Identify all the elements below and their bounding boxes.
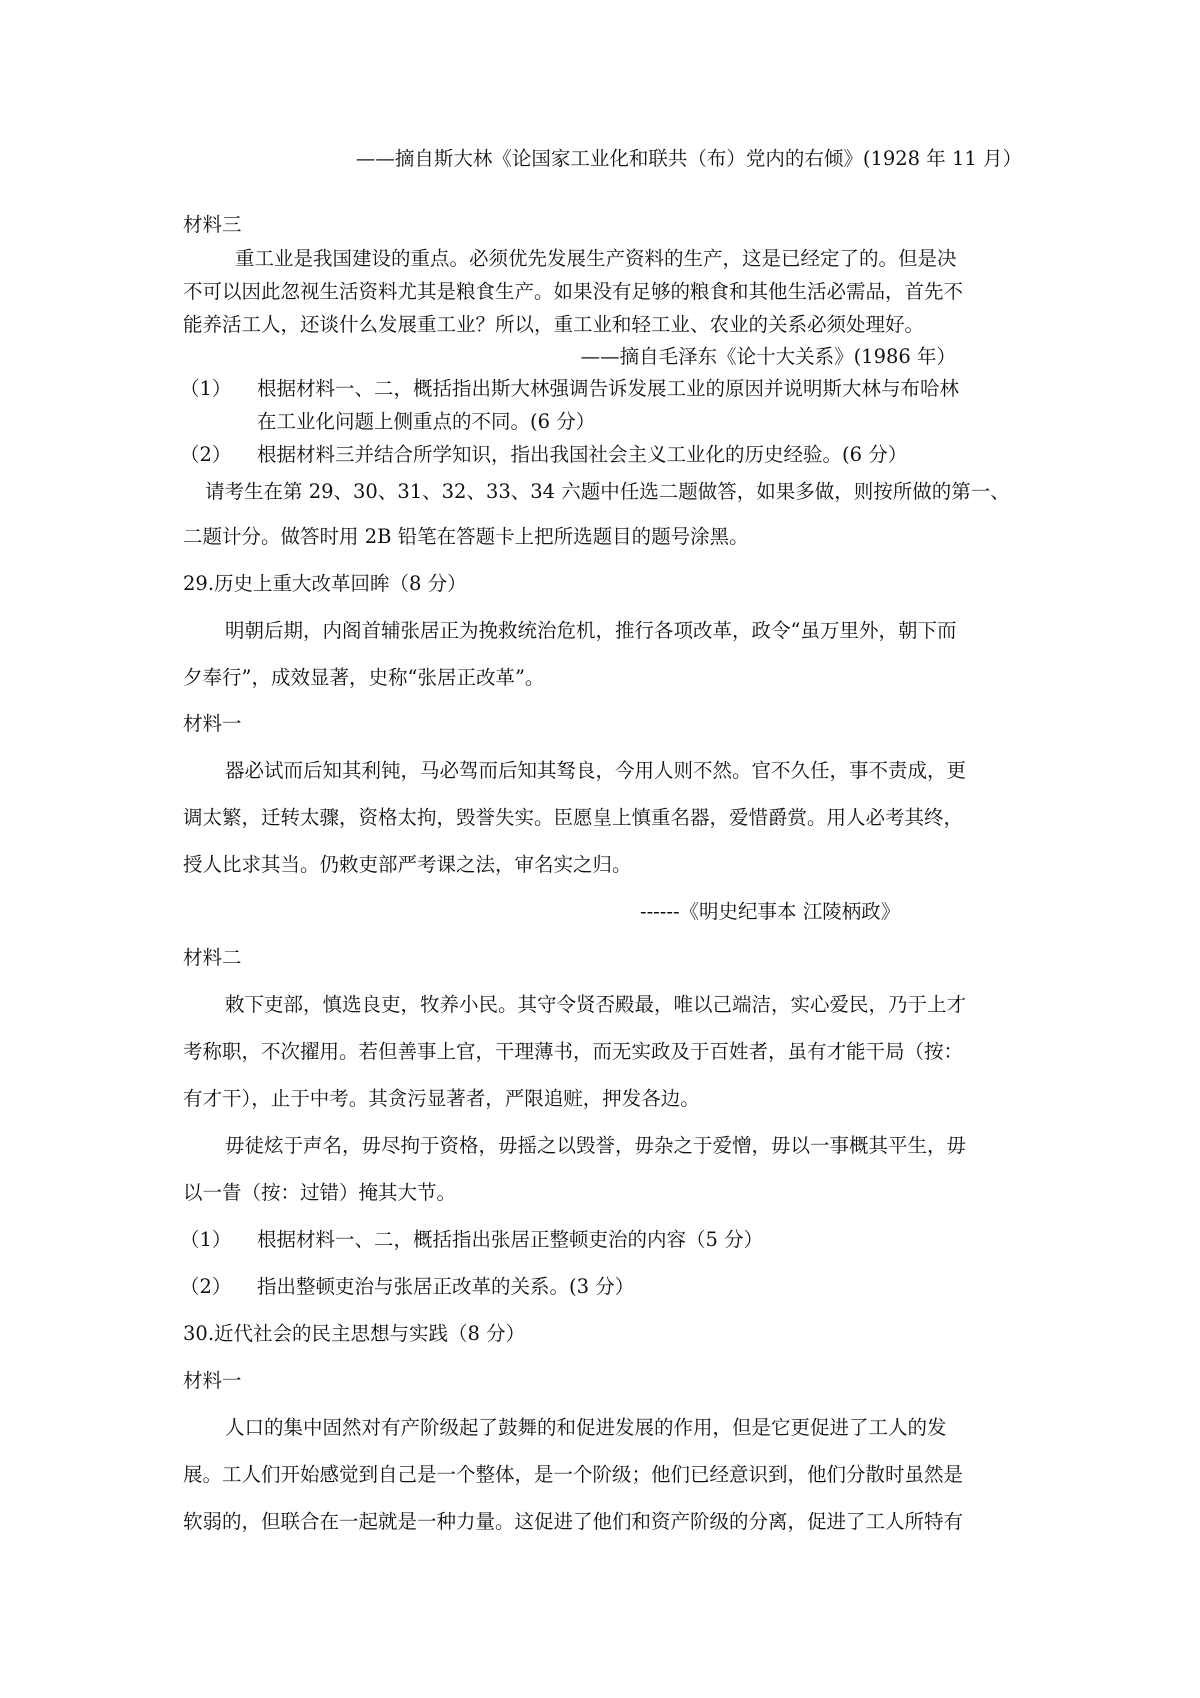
question-29-heading: 29.历史上重大改革回眸（8 分） (183, 572, 467, 595)
material-1-paragraph-line: 授人比求其当。仍敕吏部严考课之法，审名实之归。 (183, 853, 632, 876)
material-2-paragraph-line: 敕下吏部，慎选良吏，牧养小民。其守令贤否殿最，唯以己端洁，实心爱民，乃于上才 (225, 993, 967, 1016)
material-2-paragraph-line: 毋徒炫于声名，毋尽拘于资格，毋摇之以毁誉，毋杂之于爱憎，毋以一事概其平生，毋 (225, 1134, 967, 1157)
material-2-paragraph-line: 有才干），止于中考。其贪污显著者，严限追赃，押发各边。 (183, 1087, 700, 1110)
question-30-material-1-label: 材料一 (183, 1369, 242, 1392)
question-29-2-text: 指出整顿吏治与张居正改革的关系。(3 分） (257, 1275, 635, 1298)
question-30-material-1-paragraph-line: 人口的集中固然对有产阶级起了鼓舞的和促进发展的作用，但是它更促进了工人的发 (225, 1416, 947, 1439)
material-2-paragraph-line: 以一眚（按：过错）掩其大节。 (183, 1181, 457, 1204)
question-29-1-text: 根据材料一、二，概括指出张居正整顿吏治的内容（5 分） (257, 1228, 764, 1251)
question-1-number: （1） (180, 377, 232, 400)
question-29-2-number: （2） (180, 1275, 232, 1298)
material-3-paragraph-line: 重工业是我国建设的重点。必须优先发展生产资料的生产，这是已经定了的。但是决 (235, 247, 957, 270)
question-1-text: 在工业化问题上侧重点的不同。(6 分） (257, 410, 596, 433)
material-1-paragraph-line: 调太繁，迁转太骤，资格太拘，毁誉失实。臣愿皇上慎重名器，爱惜爵赏。用人必考其终， (183, 806, 964, 829)
material-1-paragraph-line: 器必试而后知其利钝，马必驾而后知其驽良，今用人则不然。官不久任，事不责成，更 (225, 759, 967, 782)
question-29-intro: 夕奉行”，成效显著，史称“张居正改革”。 (183, 666, 545, 689)
question-30-material-1-paragraph-line: 软弱的，但联合在一起就是一种力量。这促进了他们和资产阶级的分离，促进了工人所特有 (183, 1510, 964, 1533)
instruction-line: 二题计分。做答时用 2B 铅笔在答题卡上把所选题目的题号涂黑。 (183, 525, 749, 548)
material-3-paragraph-line: 不可以因此忽视生活资料尤其是粮食生产。如果没有足够的粮食和其他生活必需品，首先不 (183, 280, 964, 303)
material-2-label: 材料二 (183, 946, 242, 969)
question-1-text: 根据材料一、二，概括指出斯大林强调告诉发展工业的原因并说明斯大林与布哈林 (257, 377, 960, 400)
material-2-paragraph-line: 考称职，不次擢用。若但善事上官，干理薄书，而无实政及于百姓者，虽有才能干局（按： (183, 1040, 964, 1063)
question-29-intro: 明朝后期，内阁首辅张居正为挽救统治危机，推行各项改革，政令“虽万里外，朝下而 (225, 619, 957, 642)
question-29-1-number: （1） (180, 1228, 232, 1251)
instruction-line: 请考生在第 29、30、31、32、33、34 六题中任选二题做答，如果多做，则按所做的第一、 (205, 480, 1010, 503)
question-30-material-1-paragraph-line: 展。工人们开始感觉到自己是一个整体，是一个阶级；他们已经意识到，他们分散时虽然是 (183, 1463, 964, 1486)
material-3-label: 材料三 (183, 213, 242, 236)
material-1-label: 材料一 (183, 712, 242, 735)
material-3-paragraph-line: 能养活工人，还谈什么发展重工业？所以，重工业和轻工业、农业的关系必须处理好。 (183, 313, 925, 336)
source-citation-mingshi: ------《明史纪事本 江陵柄政》 (640, 900, 901, 923)
source-citation-mao: ——摘自毛泽东《论十大关系》(1986 年） (580, 345, 956, 368)
question-2-text: 根据材料三并结合所学知识，指出我国社会主义工业化的历史经验。(6 分） (257, 443, 908, 466)
source-citation-stalin: ——摘自斯大林《论国家工业化和联共（布）党内的右倾》(1928 年 11 月） (355, 147, 1022, 170)
question-2-number: （2） (180, 443, 232, 466)
question-30-heading: 30.近代社会的民主思想与实践（8 分） (183, 1322, 526, 1345)
